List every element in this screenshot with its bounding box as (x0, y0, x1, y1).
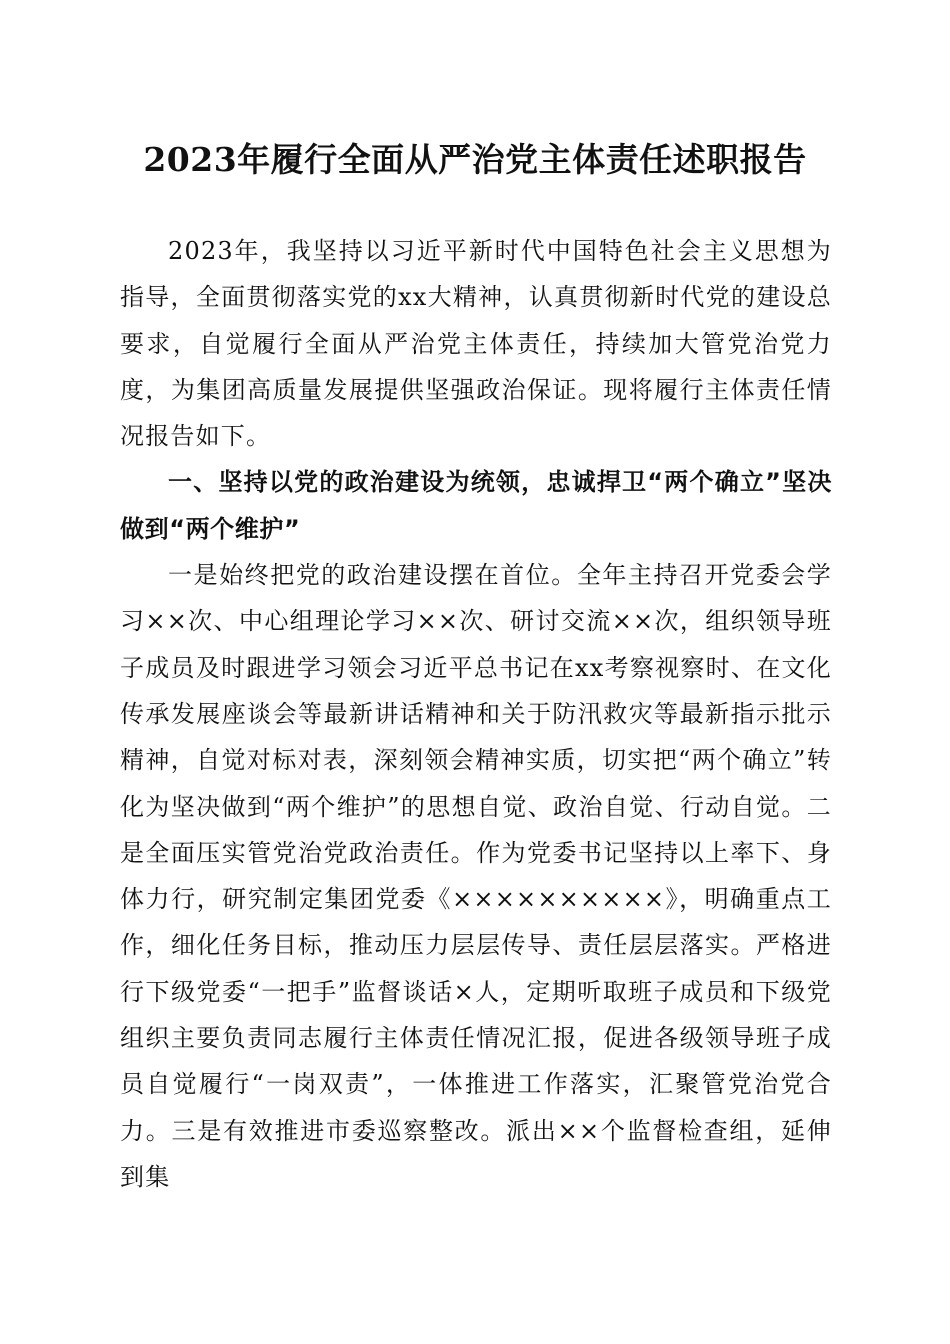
document-body (120, 228, 832, 1200)
section-1-paragraph: 一是始终把党的政治建设摆在首位。全年主持召开党委会学习××次、中心组理论学习××次、研讨交流××次，组织领导班子成员及时跟进学习领会习近平总书记在xx考察视察时、在文化传承发展座谈会等最新讲话精神和关于防汛救灾等最新指示批示精神，自觉对标对表，深刻领会精神实质，切实把“两个确立”转化为坚决做到“两个维护”的思想自觉、政治自觉、行动自觉。二是全面压实管党治党政治责任。作为党委书记坚持以上率下、身体力行，研究制定集团党委《××××××××××》，明确重点工作，细化任务目标，推动压力层层传导、责任层层落实。严格进行下级党委“一把手”监督谈话×人，定期听取班子成员和下级党组织主要负责同志履行主体责任情况汇报，促进各级领导班子成员自觉履行“一岗双责”，一体推进工作落实，汇聚管党治党合力。三是有效推进市委巡察整改。派出××个监督检查组，延伸到集 (120, 561, 832, 1191)
document-title: 2023年履行全面从严治党主体责任述职报告 (143, 140, 807, 179)
section-heading-1: 一、坚持以党的政治建设为统领，忠诚捍卫“两个确立”坚决做到“两个维护” (120, 468, 832, 543)
intro-paragraph: 2023年，我坚持以习近平新时代中国特色社会主义思想为指导，全面贯彻落实党的xx大精神，认真贯彻新时代党的建设总要求，自觉履行全面从严治党主体责任，持续加大管党治党力度，为集团高质量发展提供坚强政治保证。现将履行主体责任情况报告如下。 (120, 237, 832, 451)
